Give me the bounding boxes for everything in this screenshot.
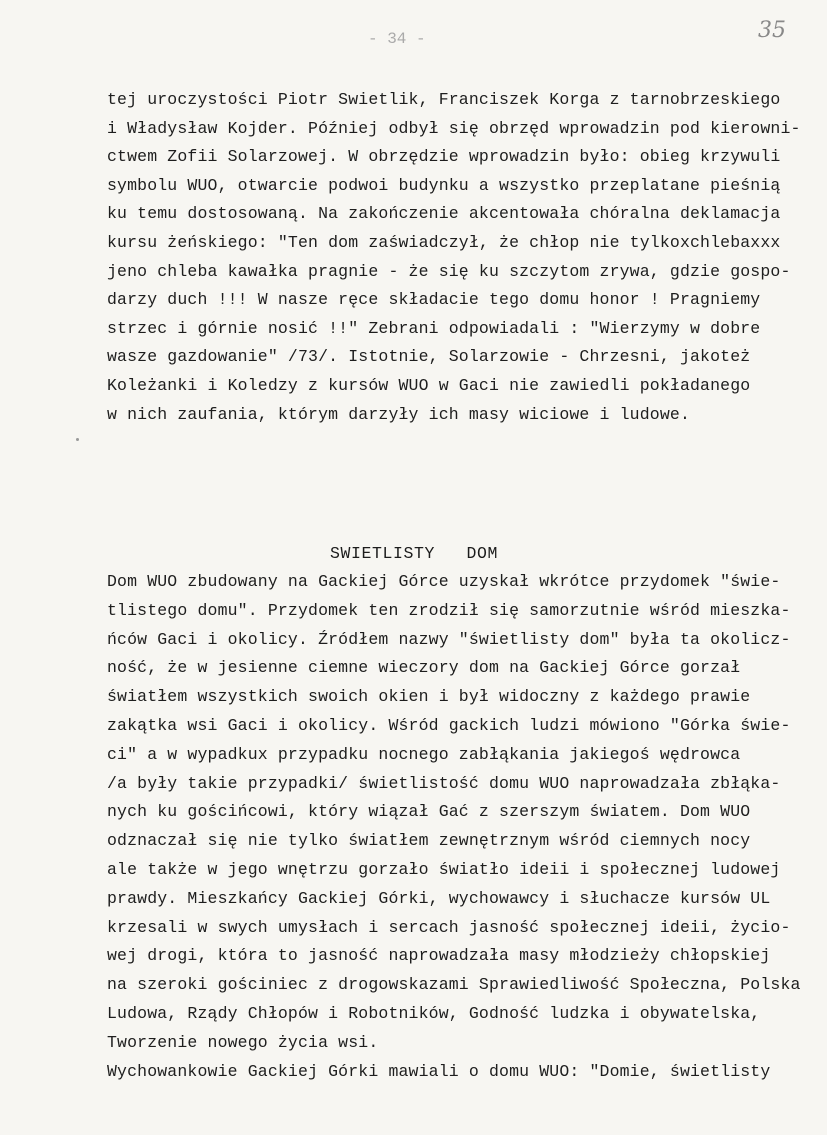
text-line: tej uroczystości Piotr Swietlik, Franciszek Korga z tarnobrzeskiego <box>107 90 781 109</box>
text-line: Wychowankowie Gackiej Górki mawiali o domu WUO: "Domie, świetlisty <box>107 1061 771 1081</box>
text-line: Ludowa, Rządy Chłopów i Robotników, Godność ludzka i obywatelska, <box>107 1004 761 1023</box>
text-line: ctwem Zofii Solarzowej. W obrzędzie wprowadzin było: obieg krzywuli <box>107 147 781 167</box>
text-line: wej drogi, która to jasność naprowadzała masy młodzieży chłopskiej <box>107 946 771 966</box>
text-line: /a były takie przypadki/ świetlistość domu WUO naprowadzała zbłąka- <box>107 773 781 793</box>
text-line: symbolu WUO, otwarcie podwoi budynku a wszystko przeplatane pieśnią <box>107 175 781 195</box>
text-line: krzesali w swych umysłach i sercach jasność społecznej ideii, życio- <box>107 917 791 937</box>
text-line: strzec i górnie nosić !!" Zebrani odpowiadali : "Wierzymy w dobre <box>107 318 761 338</box>
section-heading: SWIETLISTY DOM <box>330 544 499 563</box>
text-line: ność, że w jesienne ciemne wieczory dom na Gackiej Górce gorzał <box>107 658 741 678</box>
text-line: nych ku gościńcowi, który wiązał Gać z szerszym światem. Dom WUO <box>107 802 751 822</box>
text-line: jeno chleba kawałka pragnie - że się ku szczytom zrywa, gdzie gospo- <box>107 261 791 281</box>
text-line: ńców Gaci i okolicy. Źródłem nazwy "świetlisty dom" była ta okolicz- <box>107 629 791 649</box>
text-line: Dom WUO zbudowany na Gackiej Górce uzyskał wkrótce przydomek "świe- <box>107 572 781 591</box>
page-number: - 34 - <box>368 30 426 48</box>
text-line: ale także w jego wnętrzu gorzało światło ideii i społecznej ludowej <box>107 860 781 879</box>
text-line: na szeroki gościniec z drogowskazami Sprawiedliwość Społeczna, Polska <box>107 975 801 995</box>
text-line: Tworzenie nowego życia wsi. <box>107 1032 379 1052</box>
text-line: wasze gazdowanie" /73/. Istotnie, Solarzowie - Chrzesni, jakoteż <box>107 347 751 367</box>
text-line: i Władysław Kojder. Później odbył się obrzęd wprowadzin pod kierowni- <box>107 118 801 138</box>
margin-mark <box>76 438 79 441</box>
text-line: ci" a w wypadkux przypadku nocnego zabłąkania jakiegoś wędrowca <box>107 744 741 764</box>
text-line: światłem wszystkich swoich okien i był widoczny z każdego prawie <box>107 687 751 707</box>
text-line: kursu żeńskiego: "Ten dom zaświadczył, że chłop nie tylkoxchlebaxxx <box>107 233 781 252</box>
text-line: ku temu dostosowaną. Na zakończenie akcentowała chóralna deklamacja <box>107 204 781 224</box>
text-line: prawdy. Mieszkańcy Gackiej Górki, wychowawcy i słuchacze kursów UL <box>107 888 771 908</box>
text-line: zakątka wsi Gaci i okolicy. Wśród gackich ludzi mówiono "Górka świe- <box>107 716 791 735</box>
text-line: odznaczał się nie tylko światłem zewnętrznym wśród ciemnych nocy <box>107 831 751 851</box>
text-line: darzy duch !!! W nasze ręce składacie tego domu honor ! Pragniemy <box>107 290 761 310</box>
handwritten-sheet-number: 35 <box>758 18 786 43</box>
text-line: Koleżanki i Koledzy z kursów WUO w Gaci nie zawiedli pokładanego <box>107 376 751 395</box>
text-line: tlistego domu". Przydomek ten zrodził się samorzutnie wśród mieszka- <box>107 600 791 620</box>
text-line: w nich zaufania, którym darzyły ich masy wiciowe i ludowe. <box>107 404 690 424</box>
